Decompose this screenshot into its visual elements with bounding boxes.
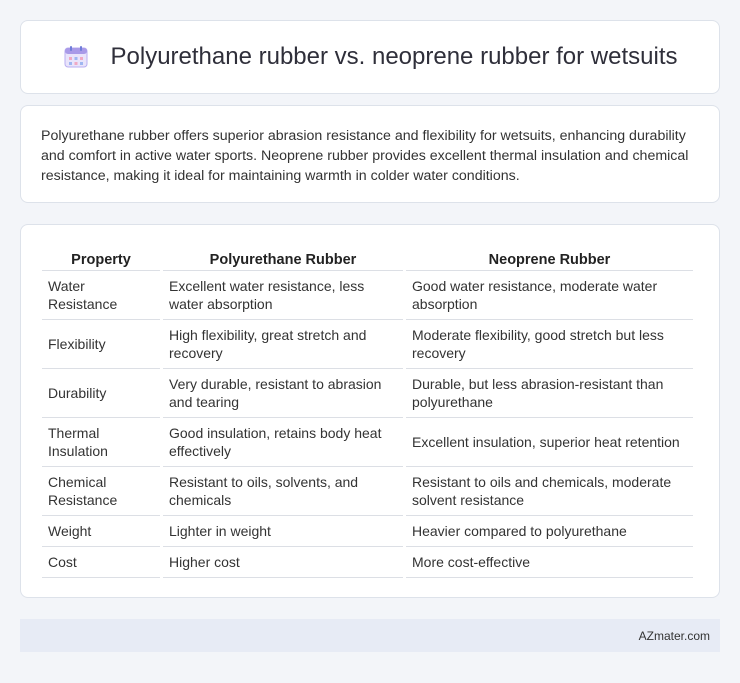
property-cell: Flexibility <box>42 320 160 369</box>
polyurethane-cell: Higher cost <box>163 547 403 578</box>
neoprene-cell: More cost-effective <box>406 547 693 578</box>
polyurethane-cell: Lighter in weight <box>163 516 403 547</box>
neoprene-cell: Good water resistance, moderate water absorption <box>406 271 693 320</box>
footer-brand[interactable]: AZmater.com <box>638 628 710 643</box>
property-cell: Cost <box>42 547 160 578</box>
table-row <box>42 320 693 369</box>
page-title: Polyurethane rubber vs. neoprene rubber for wetsuits <box>110 43 678 70</box>
property-cell: Weight <box>42 516 160 547</box>
comparison-table-card <box>20 224 720 598</box>
polyurethane-cell: High flexibility, great stretch and recovery <box>163 320 403 369</box>
header-property: Property <box>42 245 160 271</box>
title-card <box>20 20 720 94</box>
calendar-icon <box>63 45 89 69</box>
table-row <box>42 467 693 516</box>
table-header-row <box>42 245 693 271</box>
footer-bar <box>20 619 720 652</box>
summary-card <box>20 105 720 203</box>
property-cell: Durability <box>42 369 160 418</box>
table-row <box>42 516 693 547</box>
property-cell: Chemical Resistance <box>42 467 160 516</box>
comparison-table <box>39 245 696 578</box>
header-polyurethane: Polyurethane Rubber <box>163 245 403 271</box>
polyurethane-cell: Excellent water resistance, less water absorption <box>163 271 403 320</box>
polyurethane-cell: Very durable, resistant to abrasion and tearing <box>163 369 403 418</box>
table-row <box>42 369 693 418</box>
neoprene-cell: Resistant to oils and chemicals, moderate solvent resistance <box>406 467 693 516</box>
property-cell: Water Resistance <box>42 271 160 320</box>
table-row <box>42 271 693 320</box>
table-row <box>42 547 693 578</box>
summary-text: Polyurethane rubber offers superior abrasion resistance and flexibility for wetsuits, enhancing durability and comfort in active water sports. Neoprene rubber provides excellent thermal insulation and chemical resistance, making it ideal for maintaining warmth in colder water conditions. <box>41 128 689 184</box>
polyurethane-cell: Good insulation, retains body heat effectively <box>163 418 403 467</box>
header-neoprene: Neoprene Rubber <box>406 245 693 271</box>
property-cell: Thermal Insulation <box>42 418 160 467</box>
neoprene-cell: Excellent insulation, superior heat retention <box>406 418 693 467</box>
neoprene-cell: Durable, but less abrasion-resistant than polyurethane <box>406 369 693 418</box>
table-row <box>42 418 693 467</box>
polyurethane-cell: Resistant to oils, solvents, and chemicals <box>163 467 403 516</box>
neoprene-cell: Heavier compared to polyurethane <box>406 516 693 547</box>
neoprene-cell: Moderate flexibility, good stretch but less recovery <box>406 320 693 369</box>
